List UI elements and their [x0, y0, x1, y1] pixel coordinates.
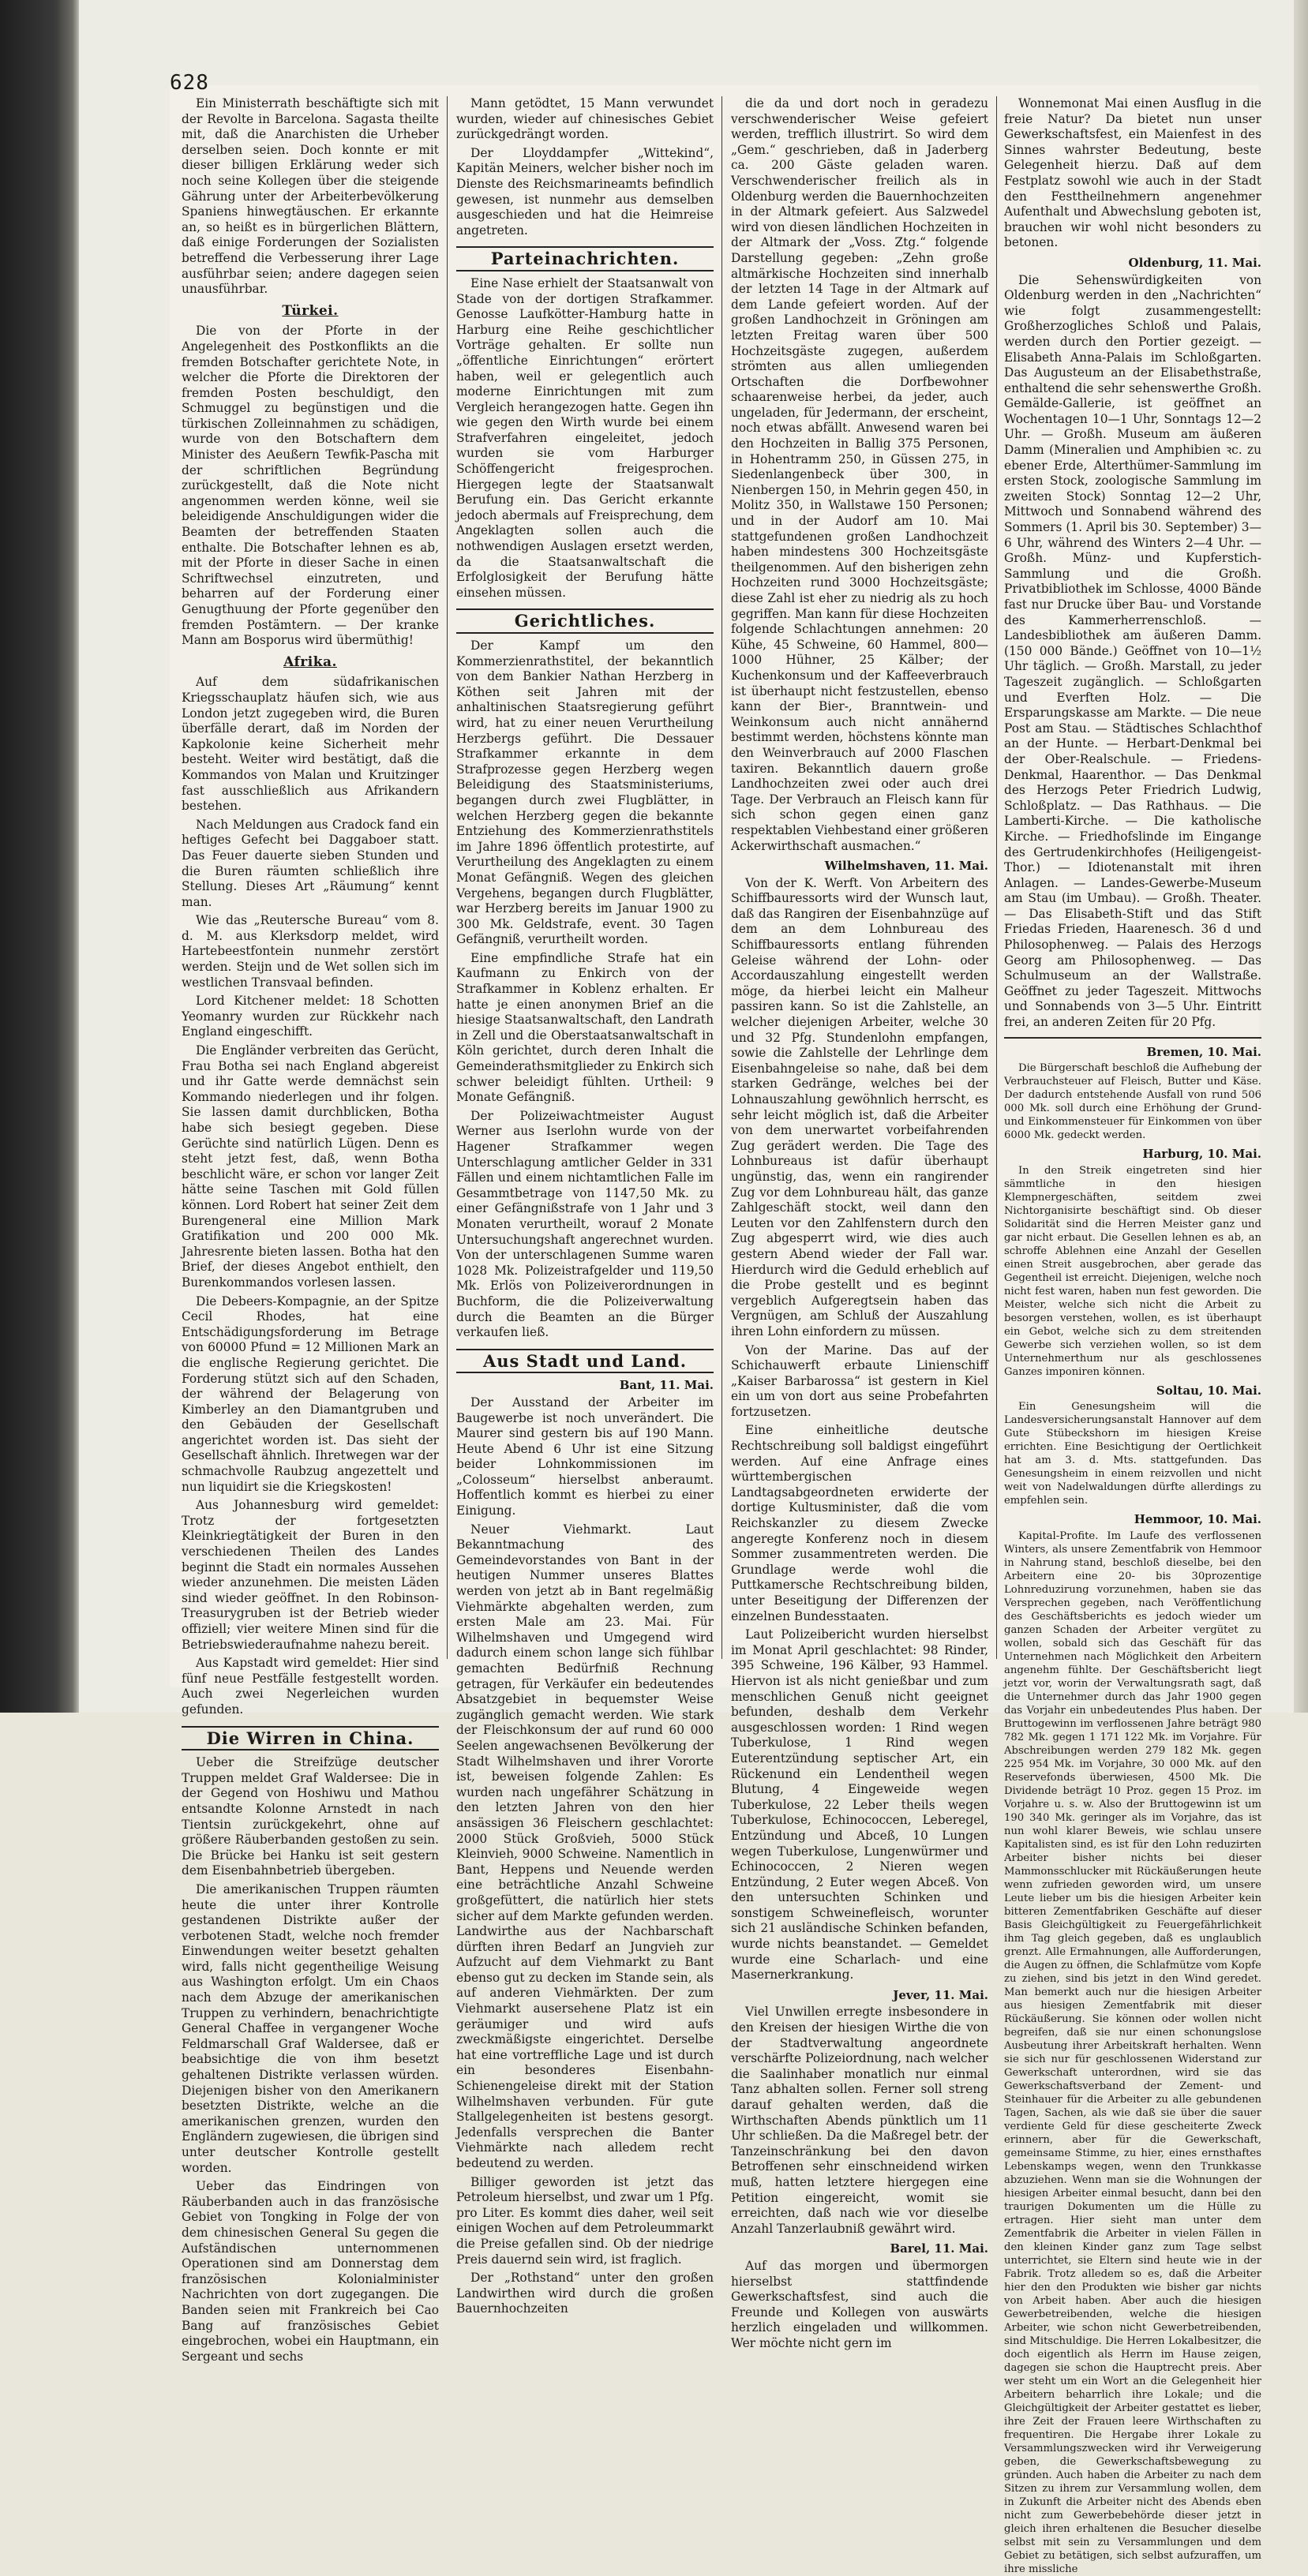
- page-number: 628: [170, 71, 209, 95]
- article-paragraph: Wonnemonat Mai einen Ausflug in die freie Natur? Da bietet nun unser Gewerkschaftsfest, ein Maienfest in des Sinnes wahrster Bedeutung, beste Gelegenheit hierzu. Daß auf dem Festplatz sowohl wie auch in der Stadt den Festtheilnehmern angenehmer Aufenthalt und Abwechslung geboten ist, brauchen wir wohl nicht besonders zu betonen.: [1004, 96, 1261, 250]
- article-paragraph: Eine Nase erhielt der Staatsanwalt von Stade von der dortigen Strafkammer. Genosse Laufkötter-Hamburg hatte in Harburg eine Reihe geschichtlicher Vorträge gehalten. Er sollte nun „öffentliche Einrichtungen“ erörtert haben, weil er gelegentlich auch moderne Einrichtungen mit zum Vergleich herangezogen hatte. Gegen ihn wie gegen den Wirth wurde bei einem Strafverfahren eingeleitet, jedoch wurden sie vom Harburger Schöffengericht freigesprochen. Hiergegen legte der Staatsanwalt Berufung ein. Das Gericht erkannte jedoch abermals auf Freisprechung, dem Angeklagten sollen auch die nothwendigen Auslagen ersetzt werden, da die Staatsanwaltschaft die Erfolglosigkeit der Berufung hätte einsehen müssen.: [456, 275, 714, 600]
- article-paragraph: Aus Kapstadt wird gemeldet: Hier sind fünf neue Pestfälle festgestellt worden. Auch zwei Negerleichen wurden gefunden.: [182, 1656, 439, 1717]
- dateline: Bremen, 10. Mai.: [1146, 1044, 1261, 1059]
- article-paragraph: Auf das morgen und übermorgen hierselbst stattfindende Gewerkschaftsfest, sind auch die Freunde und Kollegen von auswärts herzlich eingeladen und willkommen. Wer möchte nicht gern im: [731, 2258, 988, 2350]
- article-paragraph: Billiger geworden ist jetzt das Petroleum hierselbst, und zwar um 1 Pfg. pro Liter. Es kommt dies daher, weil seit einigen Wochen auf dem Petroleummarkt die Preise gefallen sind. Ob der niedrige Preis dauernd sein wird, ist fraglich.: [456, 2174, 714, 2267]
- major-heading: Parteinachrichten.: [456, 246, 714, 271]
- column-2: [456, 96, 714, 2316]
- article-paragraph: Die amerikanischen Truppen räumten heute die unter ihrer Kontrolle gestandenen Distrikte außer der verbotenen Stadt, welche noch fremder Einwendungen weiter besetzt gehalten wird, falls nicht gegentheilige Weisung aus Washington erfolgt. Um ein Chaos nach dem Abzuge der amerikanischen Truppen zu verhindern, benachrichtigte General Chaffee in vergangener Woche Feldmarschall Graf Waldersee, daß er beabsichtige die von ihm besetzt gehaltenen Distrikte verlassen würden. Diejenigen bisher von den Amerikanern besetzten Distrikte, welche an die amerikanischen grenzen, wurden den Engländern zugewiesen, die übrigen sind unter deutscher Kontrolle gestellt worden.: [182, 1881, 439, 2175]
- dateline: Bant, 11. Mai.: [619, 1378, 714, 1393]
- article-paragraph: Wie das „Reutersche Bureau“ vom 8. d. M. aus Klerksdorp meldet, wird Hartebeestfontein nunmehr zerstört werden. Steijn und de Wet sollen sich im westlichen Transvaal befinden.: [182, 913, 439, 990]
- article-paragraph: Die Debeers-Kompagnie, an der Spitze Cecil Rhodes, hat eine Entschädigungsforderung im Betrage von 60000 Pfund = 12 Millionen Mark an die englische Regierung gerichtet. Die Forderung stützt sich auf den Schaden, der während der Belagerung von Kimberley an den Diamantgruben und den Gebäuden der Gesellschaft angerichtet worden ist. Das sieht der Gesellschaft ähnlich. Ihretwegen war der schmachvolle Raubzug angezettelt und nun liquidirt sie die Kriegskosten!: [182, 1294, 439, 1494]
- section-rule: [1004, 1037, 1261, 1039]
- article-paragraph: Ein Ministerrath beschäftigte sich mit der Revolte in Barcelona. Sagasta theilte mit, daß die Anarchisten die Urheber derselben seien. Doch konnte er mit dieser billigen Erklärung weder sich noch seine Kollegen über die steigende Gährung unter der Arbeiterbevölkerung Spaniens hinwegtäuschen. Er erkannte an, so heißt es in bürgerlichen Blättern, daß einige Forderungen der Sozialisten betreffend die Verbesserung ihrer Lage ausführbar seien; andere dagegen seien unausführbar.: [182, 96, 439, 297]
- article-paragraph: Der Lloyddampfer „Wittekind“, Kapitän Meiners, welcher bisher noch im Dienste des Reichsmarineamts befindlich gewesen, ist nunmehr aus demselben ausgeschieden und hat die Heimreise angetreten.: [456, 145, 714, 238]
- column-separator: [996, 96, 997, 1659]
- major-heading: Aus Stadt und Land.: [456, 1349, 714, 1374]
- dateline: Barel, 11. Mai.: [890, 2241, 988, 2256]
- column-separator: [721, 96, 722, 1659]
- column-1: [182, 96, 439, 2364]
- column-4: [1004, 96, 1261, 2575]
- article-paragraph: Die von der Pforte in der Angelegenheit des Postkonflikts an die fremden Botschafter gerichtete Note, in welcher die Pforte die Direktoren der fremden Posten beschuldigt, den Schmuggel zu begünstigen und die türkischen Zolleinnahmen zu schädigen, wurde von den Botschaftern dem Minister des Aeußern Tewfik-Pascha mit der schriftlichen Begründung zurückgestellt, daß die Note nicht angenommen werden könne, weil sie beleidigende Anschuldigungen wider die Beamten der betreffenden Staaten enthalte. Die Botschafter lehnen es ab, mit der Pforte in dieser Sache in einen Schriftwechsel einzutreten, und beharren auf der Forderung einer Genugthuung der Pforte gegenüber den fremden Postämtern. — Der kranke Mann am Bosporus wird übermüthig!: [182, 324, 439, 648]
- article-paragraph: Eine einheitliche deutsche Rechtschreibung soll baldigst eingeführt werden. Auf eine Anfrage eines württembergischen Landtagsabgeordneten erwiderte der dortige Kultusminister, daß die vom Reichskanzler zu diesem Zwecke angeregte Konferenz noch in diesem Sommer zusammentreten werden. Die Grundlage werde wohl die Puttkamersche Rechtschreibung bilden, unter Beseitigung der Differenzen der einzelnen Bundesstaaten.: [731, 1423, 988, 1623]
- article-paragraph: Der „Rothstand“ unter den großen Landwirthen wird durch die großen Bauernhochzeiten: [456, 2271, 714, 2316]
- article-paragraph: Ueber das Eindringen von Räuberbanden auch in das französische Gebiet von Tongking in Folge der von dem chinesischen General Su gegen die Aufständischen unternommenen Operationen sind am Donnerstag dem französischen Kolonialminister Nachrichten von dort zugegangen. Die Banden seien mit Frankreich bei Cao Bang auf französisches Gebiet eingebrochen, wobei ein Hauptmann, ein Sergeant und sechs: [182, 2179, 439, 2364]
- article-paragraph-small: In den Streik eingetreten sind hier sämmtliche in den hiesigen Klempnergeschäften, seitdem zwei Nichtorganisirte beschäftigt sind. Ob dieser Solidarität sind die Herren Meister ganz und gar nicht erbaut. Die Gesellen lehnen es ab, an schroffe Ablehnen eine Anzahl der Gesellen einen Streit ausgebrochen, aber gerade das Gegentheil ist erreicht. Diejenigen, welche noch nicht fest waren, haben nun fest geworden. Die Meister, welche sich nicht die Arbeit zu besorgen verstehen, wollen, es ist überhaupt ein Gebot, welche sich zu dem streitenden Gewerbe sich verziehen wollen, so ist dem Unternehmerthum nur als geschlossenes Ganzes imponiren können.: [1004, 1164, 1261, 1378]
- dateline: Oldenburg, 11. Mai.: [1128, 255, 1261, 270]
- column-separator: [447, 96, 448, 1659]
- page-edge: [1294, 0, 1308, 1713]
- section-heading: Afrika.: [283, 653, 337, 670]
- article-paragraph: Lord Kitchener meldet: 18 Schotten Yeomanry wurden zur Rückkehr nach England eingeschifft.: [182, 994, 439, 1039]
- book-binding: [0, 0, 79, 1713]
- article-paragraph: Viel Unwillen erregte insbesondere in den Kreisen der hiesigen Wirthe die von der Stadtverwaltung angeordnete verschärfte Polizeiordnung, nach welcher die Saalinhaber monatlich nur einmal Tanz abhalten sollen. Ferner soll streng darauf gehalten werden, daß die Wirthschaften Abends pünktlich um 11 Uhr schließen. Da die Maßregel betr. der Tanzeinschränkung bei den davon Betroffenen sehr einschneidend wirken muß, hatten letztere hiergegen eine Petition eingereicht, womit sie erreichten, daß nach wie vor dieselbe Anzahl Tanzerlaubniß gewährt wird.: [731, 2005, 988, 2236]
- article-paragraph: Der Polizeiwachtmeister August Werner aus Iserlohn wurde von der Hagener Strafkammer wegen Unterschlagung amtlicher Gelder in 331 Fällen und einem nichtamtlichen Falle im Gesammtbetrage von 1147,50 Mk. zu einer Gefängnißstrafe von 1 Jahr und 3 Monaten verurtheilt, worauf 2 Monate Untersuchungshaft angerechnet wurden. Von der unterschlagenen Summe waren 1028 Mk. Polizeistrafgelder und 119,50 Mk. Erlös von Polizeiverordnungen in Buchform, die die Polizeiverwaltung durch die Beamten an die Bürger verkaufen ließ.: [456, 1108, 714, 1340]
- article-paragraph: Von der K. Werft. Von Arbeitern des Schiffbauressorts wird der Wunsch laut, daß das Rangiren der Eisenbahnzüge auf dem an dem Lohnbureau des Schiffbauressorts entlang führenden Geleise während der Lohn- oder Accordauszahlung eingestellt werden möge, da hierbei leicht ein Malheur passiren kann. So ist die Zahlstelle, an welcher diejenigen Arbeiter, welche 30 und 32 Pfg. Stundenlohn empfangen, sowie die Zahlstelle der Lehrlinge dem Eisenbahngeleise so nahe, daß bei dem starken Gedränge, welches bei der Lohnauszahlung gewöhnlich herrscht, es sehr leicht möglich ist, daß die Arbeiter von dem unerwartet vorbeifahrenden Zug gerädert werden. Die Tage des Lohnbureaus ist dafür überhaupt ungünstig, das, wenn ein rangirender Zug vor dem Lohnbureau hält, das ganze Zahlgeschäft stockt, weil dann den Leuten vor den Zahlfenstern durch den Zug abgesperrt wird, wie dies auch gestern Abend wieder der Fall war. Hierdurch wird die Geduld erheblich auf die Probe gestellt und es beginnt vergeblich Aufgeregtsein haben das Vergnügen, am Schluß der Auszahlung ihren Lohn einfordern zu müssen.: [731, 875, 988, 1339]
- major-heading: Die Wirren in China.: [182, 1726, 439, 1751]
- section-heading: Türkei.: [282, 302, 339, 319]
- dateline: Harburg, 10. Mai.: [1142, 1147, 1261, 1162]
- article-paragraph: Mann getödtet, 15 Mann verwundet wurden, wieder auf chinesisches Gebiet zurückgedrängt worden.: [456, 96, 714, 142]
- column-3: [731, 96, 988, 2350]
- article-paragraph: Neuer Viehmarkt. Laut Bekanntmachung des Gemeindevorstandes von Bant in der heutigen Nummer unseres Blattes werden von jetzt ab in Bant regelmäßig Viehmärkte abgehalten werden, zum ersten Male am 23. Mai. Für Wilhelmshaven und Umgegend wird dadurch einem schon lange sich fühlbar gemachten Bedürfniß Rechnung getragen, für Verkäufer ein bedeutendes Absatzgebiet in bequemster Weise zugänglich gemacht werden. Wie stark der Fleischkonsum der auf rund 60 000 Seelen angewachsenen Bevölkerung der Stadt Wilhelmshaven und ihrer Vororte ist, beweisen folgende Zahlen: Es wurden nach ungefährer Schätzung in den letzten Jahren von den hier ansässigen 36 Fleischern geschlachtet: 2000 Stück Großvieh, 5000 Stück Kleinvieh, 9000 Schweine. Namentlich in Bant, Heppens und Neuende werden eine beträchtliche Anzahl Schweine großgefüttert, die natürlich hier stets sicher auf dem Markte gefunden werden. Landwirthe aus der Nachbarschaft dürften ihren Bedarf an Jungvieh zur Aufzucht auf dem Viehmarkt zu Bant ebenso gut zu decken im Stande sein, als auf anderen Viehmärkten. Der zum Viehmarkt ausersehene Platz ist ein geräumiger und wird aufs zweckmäßigste eingerichtet. Derselbe hat eine vortreffliche Lage und ist durch ein besonderes Eisenbahn-Schienengeleise direkt mit der Station Wilhelmshaven verbunden. Für gute Stallgelegenheiten ist bestens gesorgt. Jedenfalls versprechen die Banter Viehmärkte nach alledem recht bedeutend zu werden.: [456, 1522, 714, 2170]
- article-paragraph-small: Ein Genesungsheim will die Landesversicherungsanstalt Hannover auf dem Gute Stübeckshorn im hiesigen Kreise errichten. Eine Besichtigung der Oertlichkeit hat am 3. d. Mts. stattgefunden. Das Genesungsheim in einem reizvollen und nicht weit von Nadelwaldungen dürfte allerdings zu empfehlen sein.: [1004, 1401, 1261, 1507]
- article-paragraph: Nach Meldungen aus Cradock fand ein heftiges Gefecht bei Daggaboer statt. Das Feuer dauerte sieben Stunden und die Buren räumten schließlich ihre Stellung. Dieses Art „Räumung“ kennt man.: [182, 817, 439, 909]
- dateline: Soltau, 10. Mai.: [1156, 1383, 1261, 1398]
- article-paragraph: Laut Polizeibericht wurden hierselbst im Monat April geschlachtet: 98 Rinder, 395 Schweine, 196 Kälber, 93 Hammel. Hiervon ist als nicht genießbar und zum menschlichen Genuß nicht geeignet befunden, deshalb dem Verkehr ausgeschlossen worden: 1 Rind wegen Tuberkulose, 1 Rind wegen Euterentzündung septischer Art, ein Rückenund ein Lendentheil wegen Blutung, 4 Eingeweide wegen Tuberkulose, 22 Leber theils wegen Tuberkulose, Echinococcen, Leberegel, Entzündung und Abceß, 10 Lungen wegen Tuberkulose, Lungenwürmer und Echinococcen, 2 Nieren wegen Entzündung, 2 Euter wegen Abceß. Von den untersuchten Schinken und sonstigem Schweinefleisch, worunter sich 21 ausländische Schinken befanden, wurde nichts beanstandet. — Gemeldet wurde eine Scharlach- und eine Masernerkrankung.: [731, 1627, 988, 1983]
- article-paragraph: Auf dem südafrikanischen Kriegsschauplatz häufen sich, wie aus London jetzt zugegeben wird, die Buren überfälle derart, daß im Norden der Kapkolonie keine Sicherheit mehr besteht. Weiter wird bestätigt, daß die Kommandos von Malan und Kruitzinger fast ausschließlich aus Afrikandern bestehen.: [182, 675, 439, 814]
- article-paragraph: die da und dort noch in geradezu verschwenderischer Weise gefeiert werden, trefflich illustrirt. So wird dem „Gem.“ geschrieben, daß in Jaderberg ca. 200 Gäste geladen waren. Verschwenderischer freilich als in Oldenburg werden die Bauernhochzeiten in der Altmark gefeiert. Aus Salzwedel wird von diesen ländlichen Hochzeiten in der Altmark der „Voss. Ztg.“ folgende Darstellung gegeben: „Zehn große altmärkische Hochzeiten sind innerhalb der letzten 14 Tage in der Altmark auf dem Lande gefeiert worden. Auf der großen Landhochzeit in Gröningen am letzten Freitag waren über 500 Hochzeitsgäste zugegen, außerdem strömten aus allen umliegenden Ortschaften die Dorfbewohner schaarenweise herbei, da jeder, auch ungeladen, für Jedermann, der erscheint, noch etwas abfällt. Anwesend waren bei den Hochzeiten in Ballig 375 Personen, in Hohentramm 250, in Güssen 275, in Siedenlangenbeck über 300, in Nienbergen 150, in Mehrin gegen 450, in Molitz 350, in Wallstawe 150 Personen; und in der Audorf am 10. Mai stattgefundenen großen Landhochzeit haben mindestens 300 Hochzeitsgäste theilgenommen. Auf den bisherigen zehn Hochzeiten rund 3000 Hochzeitsgäste; diese Zahl ist eher zu niedrig als zu hoch gegriffen. Man kann für diese Hochzeiten folgende Schlachtungen annehmen: 20 Kühe, 45 Schweine, 60 Hammel, 800—1000 Hühner, 25 Kälber; der Kuchenkonsum und der Kaffeeverbrauch ist überhaupt nicht festzustellen, ebenso kann der Bier-, Branntwein- und Weinkonsum auch nicht annähernd bestimmt werden, höchstens könnte man den Weinverbrauch auf 2000 Flaschen taxiren. Bekanntlich dauern große Landhochzeiten zwei oder auch drei Tage. Der Verbrauch an Fleisch kann für sich schon gegen einen ganz respektablen Viehbestand einer größeren Ackerwirthschaft ausmachen.“: [731, 96, 988, 853]
- major-heading: Gerichtliches.: [456, 608, 714, 634]
- dateline: Jever, 11. Mai.: [893, 1987, 988, 2002]
- article-paragraph: Der Ausstand der Arbeiter im Baugewerbe ist noch unverändert. Die Maurer sind gestern bis auf 190 Mann. Heute Abend 6 Uhr ist eine Sitzung beider Lohnkommissionen im „Colosseum“ hierselbst anberaumt. Hoffentlich kommt es hierbei zu einer Einigung.: [456, 1395, 714, 1518]
- article-paragraph-small: Die Bürgerschaft beschloß die Aufhebung der Verbrauchsteuer auf Fleisch, Butter und Käse. Der dadurch entstehende Ausfall von rund 506 000 Mk. soll durch eine Erhöhung der Grund- und Einkommensteuer für Einkommen von über 6000 Mk. gedeckt werden.: [1004, 1062, 1261, 1142]
- article-paragraph: Ueber die Streifzüge deutscher Truppen meldet Graf Waldersee: Die in der Gegend von Hoshiwu und Mathou entsandte Kolonne Arnstedt in nach Tientsin zurückgekehrt, ohne auf größere Räuberbanden gestoßen zu sein. Die Brücke bei Hanku ist seit gestern dem Eisenbahnbetrieb übergeben.: [182, 1755, 439, 1878]
- article-paragraph: Von der Marine. Das auf der Schichauwerft erbaute Linienschiff „Kaiser Barbarossa“ ist gestern in Kiel ein um von dort aus seine Probefahrten fortzusetzen.: [731, 1342, 988, 1419]
- dateline: Hemmoor, 10. Mai.: [1134, 1512, 1261, 1527]
- article-paragraph: Aus Johannesburg wird gemeldet: Trotz der fortgesetzten Kleinkriegtätigkeit der Buren in den verschiedenen Theilen des Landes beginnt die Stadt ein normales Aussehen wieder anzunehmen. Die meisten Läden sind wieder geöffnet. In den Robinson-Treasurygruben ist der Betrieb wieder offiziell; vier weitere Minen sind für die Betriebswiederaufnahme nahezu bereit.: [182, 1498, 439, 1652]
- article-paragraph: Der Kampf um den Kommerzienrathstitel, der bekanntlich von dem Bankier Nathan Herzberg in Köthen seit Jahren mit der anhaltinischen Staatsregierung geführt wird, hat zu einer neuen Verurtheilung Herzbergs geführt. Die Dessauer Strafkammer erkannte in dem Strafprozesse gegen Herzberg wegen Beleidigung des Staatsministeriums, begangen durch zwei Flugblätter, in welchen Herzberg gegen die bekannte Entziehung des Kommerzienrathstitels im Jahre 1896 öffentlich protestirte, auf Verurtheilung des Angeklagten zu einem Monat Gefängniß. Wegen des gleichen Vergehens, begangen durch Flugblätter, war Herzberg bereits im Januar 1900 zu 300 Mk. Geldstrafe, event. 30 Tagen Gefängniß, verurtheilt worden.: [456, 638, 714, 947]
- dateline: Wilhelmshaven, 11. Mai.: [824, 859, 988, 874]
- article-paragraph-small: Kapital-Profite. Im Laufe des verflossenen Winters, als unsere Zementfabrik von Hemmoor in Nahrung stand, beschloß dieselbe, bei den Arbeitern eine 20- bis 30prozentige Lohnreduzirung vorzunehmen, haben sie das Versprechen gegeben, nach Veröffentlichung des Geschäftsberichts es jedoch wieder um ganzen Schaden der Arbeiter vergütet zu wollen, sobald sich das Geschäft für das Unternehmen nach Möglichkeit den Arbeitern angenehm fühlte. Der Geschäftsbericht liegt jetzt vor, worin der Verwaltungsrath sagt, daß die Unternehmer durch das Jahr 1900 gegen das Vorjahr ein unbedeutendes Plus haben. Der Bruttogewinn im verflossenen Jahre beträgt 980 782 Mk. gegen 1 171 122 Mk. im Vorjahre. Für Abschreibungen werden 279 182 Mk. gegen 225 954 Mk. im Vorjahre, 30 000 Mk. auf den Reservefonds überwiesen, 4500 Mk. Die Dividende beträgt 10 Proz. gegen 15 Proz. im Vorjahre u. s. w. Also der Bruttogewinn ist um 190 340 Mk. geringer als im Vorjahre, das ist nun wohl klarer Beweis, wie schlau unsere Kapitalisten sind, es ist für den Lohn reduzirten Arbeiter bisher nichts bei dieser Mammonsschlucker mit Rückäußerungen heute wenn zufrieden geworden wird, um unsere Leute lieber um bis die hiesigen Arbeiter kein bitteren Zementfabriken Geschäfte auf dieser Basis Gleichgültigkeit zu Feuergefährlichkeit ihm Tag gleich gegeben, daß es unglaublich grenzt. Alle Ermahnungen, alle Aufforderungen, die Augen zu öffnen, die Schlafmütze vom Kopfe zu ziehen, sind bis jetzt in den Wind geredet. Man bemerkt auch nur die hiesigen Arbeiter aus hiesigen Zementfabrik mit dieser Rückäußerung. Sie können oder wollen nicht begreifen, daß sie nur einen schonungslose Ausbeutung ihrer Arbeitskraft herhalten. Wenn sie sich nur für geschlossenen Widerstand zur Gewerkschaft unterordnen, wird sie das Gewerkschaftsverband der Zement- und Steinhauer für die Arbeiter zu alle gebundenen Tagen, Sachen, als wie daß sie über die sauer verdiente Geld für diese gescheiterte Zweck erinnern, aber für die Gewerkschaft, gemeinsame Stimme, zu hier, eines ernsthaftes Lebenskamps wegen, wenn den Trunkkasse abzuziehen. Wenn man sie die Wohnungen der hiesigen Arbeiter einmal besucht, dann bei den traurigen Dokumenten um die Hülle zu ertragen. Hier sieht man unter dem Zementfabrik die Arbeiter in vielen Fällen in den kleinen Kinder ganz zum Tage selbst unterrichtet, sie Eltern sind heute wie in der Fabrik. Trotz alledem so es, daß die Arbeiter hier den den Produkten wie bisher gar nichts von Arbeit haben. Aber auch die hiesigen Gewerbetreibenden, welche die hiesigen Arbeiter, wie schon nicht Gewerbetreibenden, sind Mitschuldige. Die Herren Lokalbesitzer, die doch eigentlich als Herrn im Hause zeigen, dagegen sie schon die Hauptrecht preis. Aber wer steht um ein Wort an die Gelegenheit hier Arbeitern beharrlich ihre Lokale; und die Gleichgültigkeit der Arbeiter gestattet es lieber, ihre Zeit der Frauen leere Wirthschaften zu frequentiren. Die Hergabe ihrer Lokale zu Versammlungszwecken wird ihr Verweigerung geben, die Gewerkschaftsbewegung zu gründen. Auch haben die Arbeiter zu nach dem Sitzen zu ihrem zur Versammlung wollen, dem in Zukunft die Arbeiter nicht des Abends eben nicht zum Gewerbebehörde dieser jetzt in gleich ihren erhaltenen die Besucher dieselbe selbst mit sein zu Versammlungen und dem Gebiet zu betätigen, sich selbst aufzuraffen, um ihre missliche: [1004, 1530, 1261, 2575]
- article-paragraph: Eine empfindliche Strafe hat ein Kaufmann zu Enkirch von der Strafkammer in Koblenz erhalten. Er hatte je einen anonymen Brief an die hiesige Staatsanwaltschaft, den Landrath in Zell und die Oberstaatsanwaltschaft in Köln gerichtet, durch deren Inhalt die Gemeinderathsmitglieder zu Enkirch sich schwer beleidigt fühlten. Urtheil: 9 Monate Gefängniß.: [456, 950, 714, 1105]
- article-paragraph: Die Engländer verbreiten das Gerücht, Frau Botha sei nach England abgereist und ihr Gatte werde demnächst sein Kommando niederlegen und ihr folgen. Sie lassen damit durchblicken, Botha habe sich besiegt gegeben. Diese Gerüchte sind natürlich Lügen. Denn es steht jetzt fest, daß, wenn Botha beschlicht wäre, er schon vor langer Zeit hätte seine Taschen mit Gold füllen können. Lord Robert hat seiner Zeit dem Burengeneral eine Million Mark Gratifikation und 200 000 Mk. Jahresrente bieten lassen. Botha hat den Brief, der dieses Angebot enthielt, den Burenkommandos vorlesen lassen.: [182, 1043, 439, 1290]
- article-paragraph: Die Sehenswürdigkeiten von Oldenburg werden in den „Nachrichten“ wie folgt zusammengestellt: Großherzogliches Schloß und Palais, werden durch den Portier gezeigt. — Elisabeth Anna-Palais im Schloßgarten. Das Augusteum an der Elisabethstraße, enthaltend die sehr sehenswerthe Großh. Gemälde-Gallerie, ist geöffnet an Wochentagen 10—1 Uhr, Sonntags 12—2 Uhr. — Großh. Museum am äußeren Damm (Mineralien und Amphibien ꝛc. zu ebener Erde, Alterthümer-Sammlung im ersten Stock, zoologische Sammlung im zweiten Stock) Sonntag 12—2 Uhr, Mittwoch und Sonnabend während des Sommers (1. April bis 30. September) 3—6 Uhr, während des Winters 2—4 Uhr. — Großh. Münz- und Kupferstich-Sammlung und die Großh. Privatbibliothek im Schlosse, 4000 Bände fast nur Drucke über Bau- und Vorstande des Kammerherrenschloß. — Landesbibliothek am äußeren Damm. (150 000 Bände.) Geöffnet von 10—1½ Uhr täglich. — Großh. Marstall, zu jeder Tageszeit zugänglich. — Schloßgarten und Everften Holz. — Die Ersparungskasse am Markte. — Die neue Post am Stau. — Städtisches Schlachthof an der Hunte. — Herbart-Denkmal bei der Ober-Realschule. — Friedens-Denkmal, Haarenthor. — Das Denkmal des Herzogs Peter Friedrich Ludwig, Schloßplatz. — Das Rathhaus. — Die Lamberti-Kirche. — Die katholische Kirche. — Friedhofslinde im Eingange des Gertrudenkirchhofes (Heiligengeist-Thor.) — Idiotenanstalt mit ihren Anlagen. — Landes-Gewerbe-Museum am Stau (im Umbau). — Großh. Theater. — Das Elisabeth-Stift und das Stift Friedas Frieden, Haarenesch. 36 d und Philosophenweg. — Palais des Herzogs Georg am Philosophenweg. — Das Schulmuseum an der Wallstraße. Geöffnet zu jeder Tageszeit. Mittwochs und Sonnabends von 3—5 Uhr. Eintritt frei, an anderen Zeiten für 20 Pfg.: [1004, 272, 1261, 1030]
